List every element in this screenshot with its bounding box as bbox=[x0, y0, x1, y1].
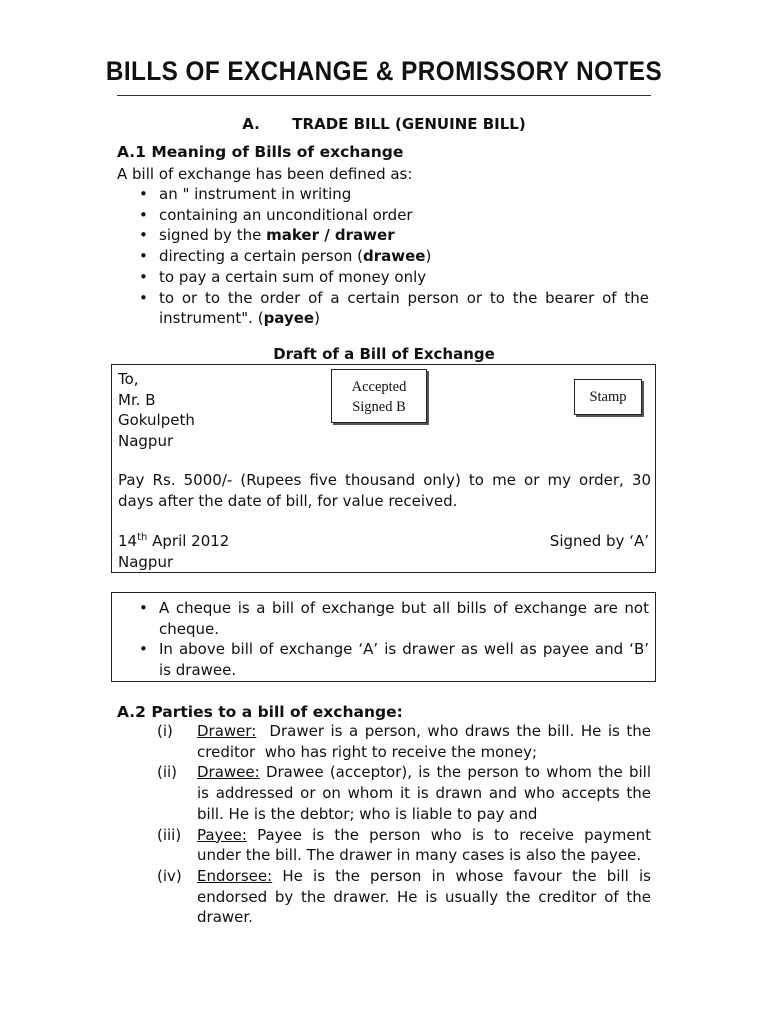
stamp-box bbox=[574, 379, 642, 415]
definition-item: • signed by the maker / drawer bbox=[137, 225, 649, 246]
address-line: Mr. B bbox=[118, 390, 156, 409]
section-a-letter: A. bbox=[242, 115, 260, 133]
party-item: (iii) Payee: Payee is the person who is to receive payment under the bill. The drawer in many cases is also the payee. bbox=[157, 825, 656, 865]
definition-item: • to or to the order of a certain person or to the bearer of the instrument". (payee) bbox=[137, 288, 649, 329]
address-line: To, bbox=[118, 370, 139, 388]
accepted-label: Accepted bbox=[351, 379, 407, 395]
address-line: Nagpur bbox=[118, 432, 174, 451]
notes-box bbox=[111, 592, 656, 682]
a1-heading: A.1 Meaning of Bills of exchange bbox=[117, 143, 404, 161]
party-term: Drawee: bbox=[197, 763, 260, 782]
stamp-label: Stamp bbox=[589, 389, 627, 405]
note-item: • In above bill of exchange ‘A’ is drawer as well as payee and ‘B’ is drawee. bbox=[137, 639, 649, 680]
party-item: (i) Drawer: Drawer is a person, who draws the bill. He is the creditor who has right to receive the money; bbox=[157, 722, 656, 761]
party-term: Endorsee: bbox=[197, 866, 273, 885]
definition-item: • directing a certain person (drawee) bbox=[137, 246, 649, 267]
a1-intro: A bill of exchange has been defined as: bbox=[117, 165, 413, 183]
party-item: (ii) Drawee: Drawee (acceptor), is the person to whom the bill is addressed or on whom it is drawn and who accepts the bill. He is the debtor; who is liable to pay and bbox=[157, 763, 656, 823]
definition-item: • containing an unconditional order bbox=[137, 205, 649, 226]
party-term: Drawer: bbox=[197, 722, 257, 740]
bill-signature: Signed by ‘A’ bbox=[549, 532, 649, 550]
accepted-signature: Signed B bbox=[352, 399, 406, 415]
page-title: BILLS OF EXCHANGE & PROMISSORY NOTES bbox=[105, 56, 663, 86]
a2-heading: A.2 Parties to a bill of exchange: bbox=[117, 703, 403, 721]
definition-item: • an " instrument in writing bbox=[137, 184, 649, 205]
note-item: • A cheque is a bill of exchange but all bills of exchange are not cheque. bbox=[137, 598, 649, 639]
bill-address bbox=[118, 369, 195, 452]
section-a-heading bbox=[0, 115, 768, 133]
bill-body: Pay Rs. 5000/- (Rupees five thousand only) to me or my order, 30 days after the date of bill, for value received. bbox=[118, 471, 651, 510]
section-a-label: TRADE BILL (GENUINE BILL) bbox=[292, 115, 526, 133]
definition-list bbox=[137, 184, 649, 329]
bill-place: Nagpur bbox=[118, 553, 174, 571]
bill-draft-box bbox=[111, 364, 656, 573]
bill-date: 14th April 2012 bbox=[118, 532, 230, 550]
definition-item: • to pay a certain sum of money only bbox=[137, 267, 649, 288]
party-item: (iv) Endorsee: He is the person in whose favour the bill is endorsed by the drawer. He is usually the creditor of the drawer. bbox=[157, 866, 656, 927]
notes-list bbox=[137, 598, 649, 681]
parties-list bbox=[117, 721, 656, 928]
address-line: Gokulpeth bbox=[118, 411, 195, 430]
title-divider bbox=[117, 95, 651, 96]
accepted-box bbox=[331, 369, 427, 423]
party-term: Payee: bbox=[197, 825, 247, 844]
draft-title: Draft of a Bill of Exchange bbox=[273, 345, 495, 363]
